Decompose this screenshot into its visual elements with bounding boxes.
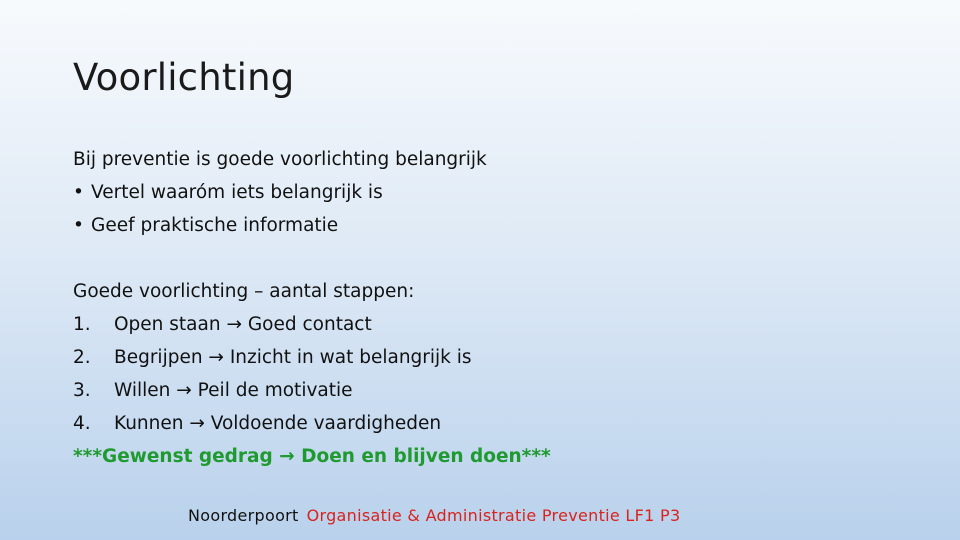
- step-item: [73, 308, 893, 341]
- step-number: 3.: [73, 380, 91, 401]
- step-text: Begrijpen → Inzicht in wat belangrijk is: [114, 347, 472, 368]
- step-item: [73, 374, 893, 407]
- intro-text: Bij preventie is goede voorlichting belangrijk: [73, 149, 487, 170]
- step-number: 2.: [73, 347, 91, 368]
- brand-logo-text: Noorderpoort: [188, 506, 299, 525]
- bullet-marker: •: [73, 215, 84, 236]
- footer: [188, 506, 680, 525]
- step-item: [73, 341, 893, 374]
- slide-body: [73, 143, 893, 473]
- bullet-item: [73, 176, 893, 209]
- step-text: Willen → Peil de motivatie: [114, 380, 353, 401]
- highlight-text: ***Gewenst gedrag → Doen en blijven doen***: [73, 446, 551, 467]
- slide-title: Voorlichting: [73, 56, 295, 99]
- course-label: Organisatie & Administratie Preventie LF1 P3: [306, 506, 681, 525]
- step-number: 1.: [73, 314, 91, 335]
- bullet-text: Vertel waaróm iets belangrijk is: [91, 182, 383, 203]
- step-text: Kunnen → Voldoende vaardigheden: [114, 413, 442, 434]
- step-number: 4.: [73, 413, 91, 434]
- bullet-item: [73, 209, 893, 242]
- steps-heading: Goede voorlichting – aantal stappen:: [73, 281, 415, 302]
- spacer: [73, 242, 893, 275]
- bullet-marker: •: [73, 182, 84, 203]
- step-item: [73, 407, 893, 440]
- bullet-text: Geef praktische informatie: [91, 215, 339, 236]
- step-text: Open staan → Goed contact: [114, 314, 372, 335]
